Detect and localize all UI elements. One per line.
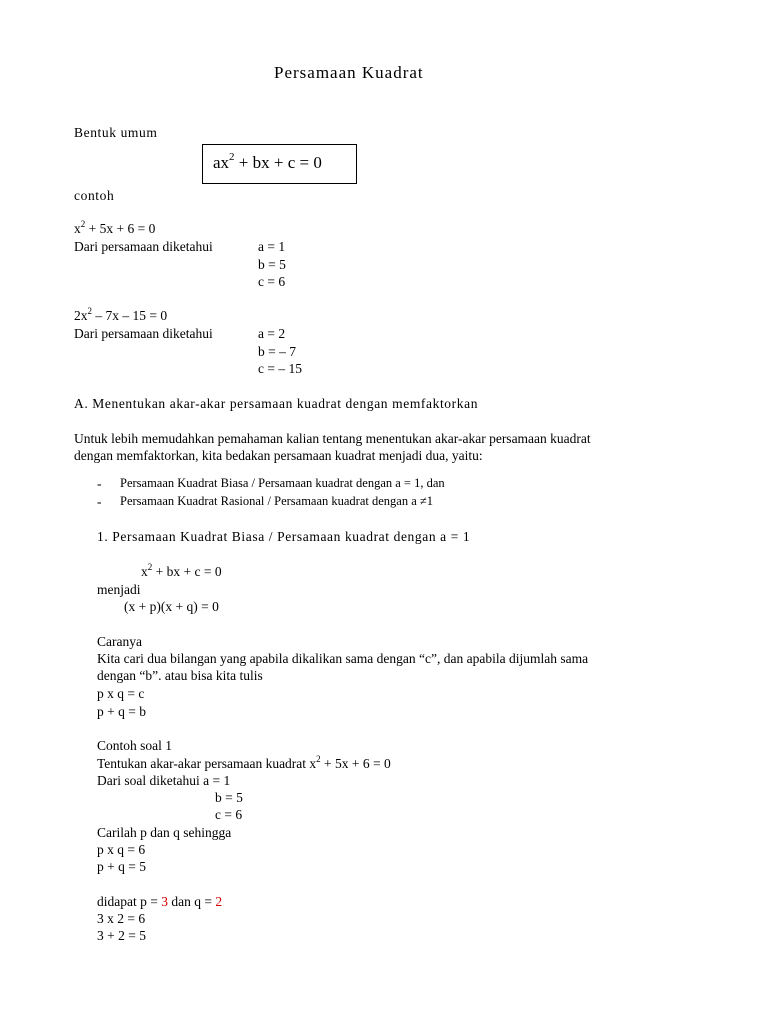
example-problem-check-product: 3 x 2 = 6 xyxy=(97,911,146,926)
subsection-1-equation: $x^2$ + bx + c = 0 xyxy=(141,561,222,579)
method-label: Caranya xyxy=(97,634,142,649)
example2-equation: $2x^2 - 7x - 15 = 0$ xyxy=(74,305,168,323)
page-title: Persamaan Kuadrat xyxy=(274,63,424,82)
p-value: 3 xyxy=(161,894,168,909)
example-problem-b-value: b = 5 xyxy=(215,790,243,805)
method-line1: Kita cari dua bilangan yang apabila dikalikan sama dengan “c”, dan apabila dijumlah sama xyxy=(97,651,589,666)
example2-b-value: b = – 7 xyxy=(258,344,296,359)
example-problem-known: Dari soal diketahui a = 1 xyxy=(97,773,231,788)
example-problem-c-value: c = 6 xyxy=(215,807,243,822)
bullet-item: Persamaan Kuadrat Biasa / Persamaan kuadrat dengan a = 1, dan xyxy=(120,476,445,490)
subsection-1-heading: 1. Persamaan Kuadrat Biasa / Persamaan kuadrat dengan a = 1 xyxy=(97,529,471,544)
example-problem-task: Tentukan akar-akar persamaan kuadrat $x^2 + 5x + 6 = 0$ xyxy=(97,753,391,771)
example1-equation: $x^2 + 5x + 6 = 0$ xyxy=(74,218,156,236)
q-value: 2 xyxy=(215,894,223,909)
subsection-1-becomes: menjadi xyxy=(97,582,141,597)
example-label: contoh xyxy=(74,188,115,203)
section-a-intro-line2: dengan memfaktorkan, kita bedakan persamaan kuadrat menjadi dua, yaitu: xyxy=(74,448,483,463)
example1-known-label: Dari persamaan diketahui xyxy=(74,239,213,254)
example2-a-value: a = 2 xyxy=(258,326,286,341)
example2-known-label: Dari persamaan diketahui xyxy=(74,326,213,341)
general-form-box xyxy=(202,144,357,184)
example-problem-label: Contoh soal 1 xyxy=(97,738,173,753)
method-line2: dengan “b”. atau bisa kita tulis xyxy=(97,668,263,683)
subsection-1-factored: (x + p)(x + q) = 0 xyxy=(124,599,219,614)
general-form-label: Bentuk umum xyxy=(74,125,158,140)
example-problem-cond-sum: p + q = 5 xyxy=(97,859,146,874)
bullet-dash: - xyxy=(97,494,102,509)
section-a-heading: A. Menentukan akar-akar persamaan kuadrat dengan memfaktorkan xyxy=(74,396,479,411)
example-problem-result: didapat p = 3 dan q = 2 xyxy=(97,894,223,909)
example-problem-check-sum: 3 + 2 = 5 xyxy=(97,928,146,943)
general-form-formula: $ax^2$ + bx + c = 0 xyxy=(213,151,322,172)
example-problem-find: Carilah p dan q sehingga xyxy=(97,825,232,840)
example2-c-value: c = – 15 xyxy=(258,361,302,376)
example1-b-value: b = 5 xyxy=(258,257,286,272)
section-a-intro-line1: Untuk lebih memudahkan pemahaman kalian tentang menentukan akar-akar persamaan kuadrat xyxy=(74,431,591,446)
example1-c-value: c = 6 xyxy=(258,274,286,289)
bullet-item: Persamaan Kuadrat Rasional / Persamaan kuadrat dengan a ≠1 xyxy=(120,494,434,508)
bullet-dash: - xyxy=(97,476,102,491)
example-problem-cond-product: p x q = 6 xyxy=(97,842,146,857)
rule-product: p x q = c xyxy=(97,686,145,701)
rule-sum: p + q = b xyxy=(97,704,146,719)
example1-a-value: a = 1 xyxy=(258,239,286,254)
